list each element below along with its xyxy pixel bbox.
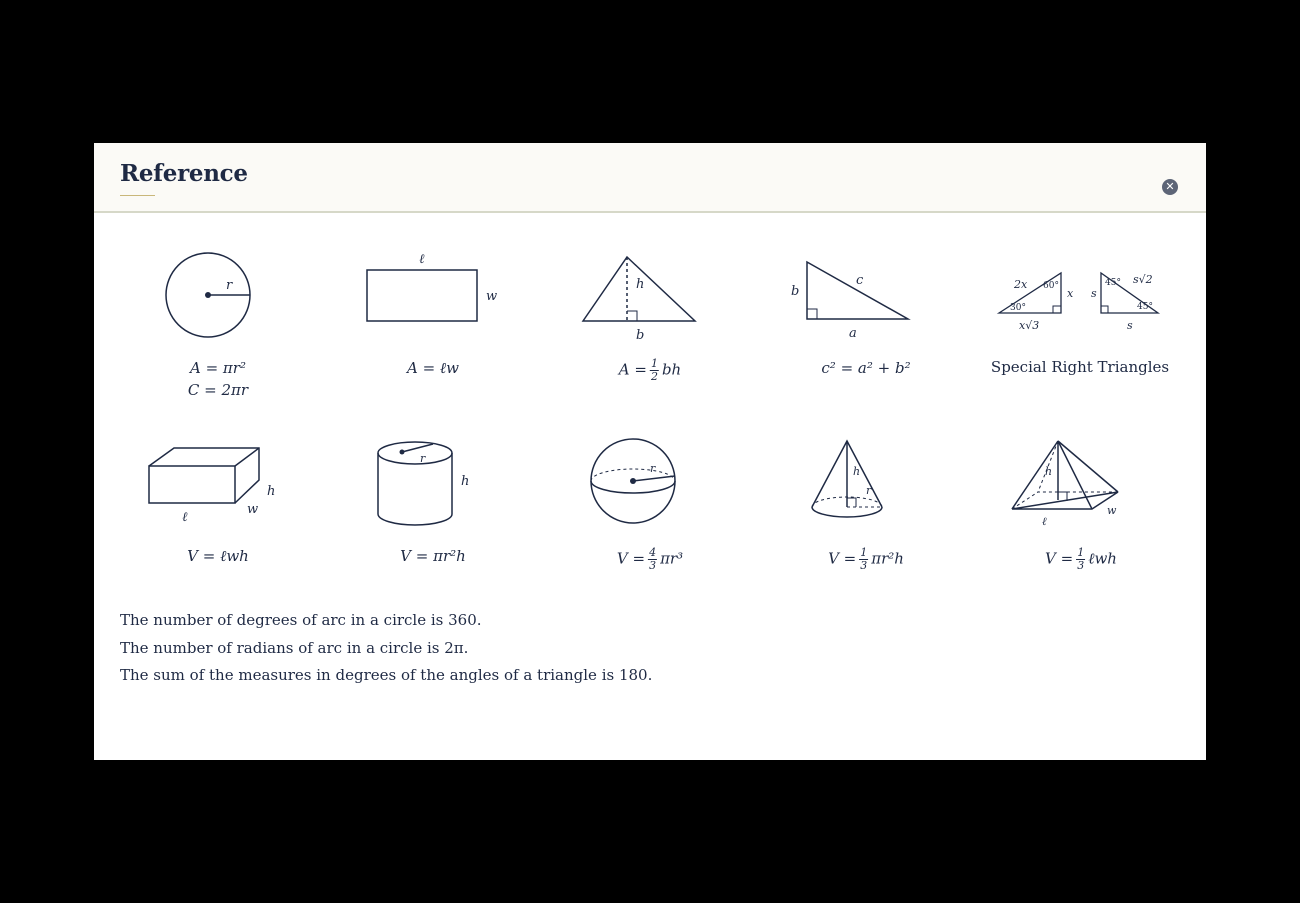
pythagorean-formula: c² = a² + b² [821,359,911,377]
rectangle-shape [367,270,477,321]
special-right-triangles-figure [994,263,1169,338]
fraction [650,358,659,383]
fact-degrees: The number of degrees of arc in a circle is 360. [120,611,482,629]
right-angle-mark [807,309,817,319]
label-s-root2: s√2 [1133,273,1153,286]
cone-radius-label: r [866,484,872,497]
cylinder-figure [364,438,484,533]
fraction-denominator: 3 [860,559,868,572]
fraction-numerator: 4 [649,546,657,559]
pyramid-length-label: ℓ [1042,515,1047,528]
cone-figure [806,435,906,535]
radius-label: r [226,278,233,293]
circle-formula [188,359,248,399]
pyramid-figure [1006,435,1136,530]
circle-figure [154,248,264,348]
cylinder-top [378,442,452,464]
cylinder-radius-label: r [420,452,426,465]
formula-prefix: A = [618,360,647,379]
cone-right-angle [847,498,856,507]
sphere-figure [584,435,684,530]
prism-top-edge [235,448,259,466]
prism-length-label: ℓ [182,510,188,525]
cone-height-label: h [853,465,861,478]
prism-volume-formula: V = ℓwh [187,547,249,565]
prism-width-label: w [247,502,259,517]
prism-front-face [149,466,235,503]
pyramid-width-label: w [1107,504,1117,517]
rectangle-figure [354,248,504,328]
prism-height-label: h [267,484,276,499]
sphere-radius [633,476,675,481]
label-45-deg-top: 45° [1105,278,1121,288]
sphere-center-dot [630,478,636,484]
cone-base-front [812,507,882,517]
formula-suffix: bh [661,360,682,379]
sphere-volume-formula [617,547,683,572]
hypotenuse-c-label: c [856,273,864,288]
fraction-numerator: 1 [650,357,658,370]
fraction-denominator: 3 [1077,559,1085,572]
center-dot [205,292,211,298]
label-s-left: s [1091,287,1097,300]
label-s-bottom: s [1127,319,1133,332]
formula-prefix: V = [828,549,857,568]
pyramid-height-label: h [1045,465,1053,478]
cylinder-center-dot [400,450,405,455]
rectangle-width-label: w [486,289,498,304]
leg-b-label: b [791,284,800,299]
label-60-deg: 60° [1043,281,1059,291]
fraction [648,547,657,572]
triangle-figure [574,248,704,343]
formula-suffix: ℓwh [1088,549,1117,568]
cone-volume-formula [828,547,904,572]
label-2x: 2x [1014,278,1028,291]
cylinder-radius [402,444,433,452]
fraction [859,547,868,572]
modal-title: Reference [120,160,248,187]
triangle-30-60-90 [999,273,1061,313]
modal-header [94,143,1206,213]
formula-prefix: V = [1045,549,1074,568]
cylinder-height-label: h [461,474,470,489]
label-45-deg-bottom: 45° [1137,302,1153,312]
pyramid-edge-3 [1058,441,1118,492]
fraction-denominator: 3 [649,559,657,572]
leg-a-label: a [849,326,857,341]
rectangle-length-label: ℓ [419,252,425,267]
title-underline [120,195,155,196]
right-triangle-shape [807,262,908,319]
prism-back-edges [149,448,259,503]
label-30-deg: 30° [1010,303,1026,313]
rectangle-formula: A = ℓw [406,359,460,377]
fraction-numerator: 1 [860,546,868,559]
triangle-formula [619,358,681,383]
right-angle-mark-1 [1053,306,1061,313]
label-x-root3: x√3 [1019,319,1040,332]
pyramid-base-front [1012,492,1118,509]
fact-triangle-sum: The sum of the measures in degrees of the angles of a triangle is 180. [120,666,653,684]
right-triangle-figure [789,248,919,343]
reference-facts [120,610,652,693]
pyramid-volume-formula [1045,547,1117,572]
fraction [1076,547,1085,572]
rectangular-prism-figure [144,443,284,533]
sphere-radius-label: r [650,462,656,475]
special-right-triangles-caption: Special Right Triangles [990,358,1170,376]
circle-area-formula: A = πr² [190,359,246,377]
circle-circumference-formula: C = 2πr [187,381,249,399]
fraction-denominator: 2 [650,370,658,383]
triangle-height-label: h [636,277,645,292]
label-x: x [1067,287,1074,300]
formula-prefix: V = [616,549,646,568]
fact-radians: The number of radians of arc in a circle is 2π. [120,638,469,657]
right-angle-mark-2 [1101,306,1108,313]
formula-suffix: πr³ [660,549,684,568]
cylinder-volume-formula: V = πr²h [400,547,466,565]
close-button[interactable]: ✕ [1162,179,1178,195]
triangle-base-label: b [636,328,645,343]
right-angle-mark [627,311,637,321]
fraction-numerator: 1 [1077,546,1085,559]
reference-modal [94,143,1206,760]
formula-suffix: πr²h [871,549,904,568]
